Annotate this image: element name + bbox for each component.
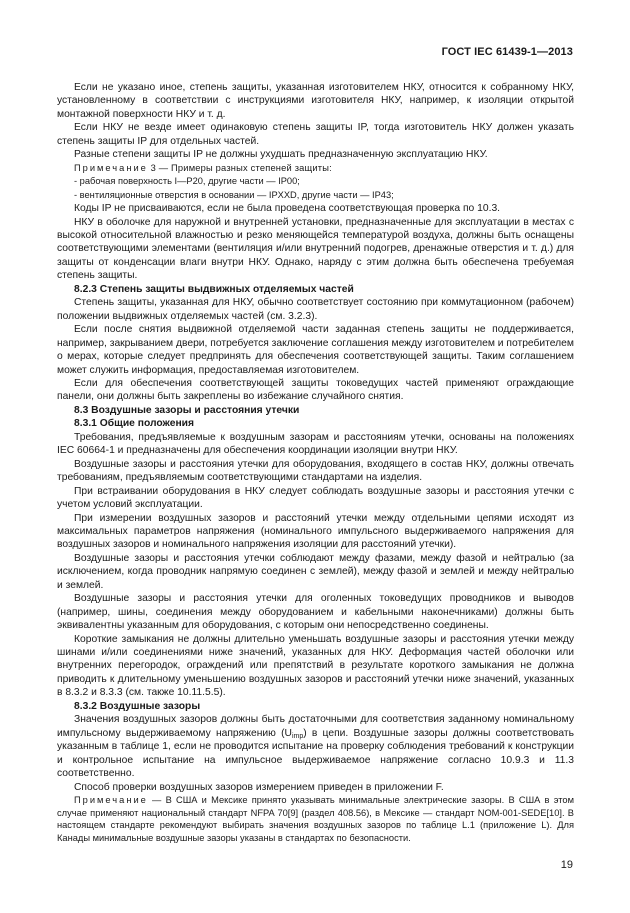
note-3-line: - вентиляционные отверстия в основании — IPXXD, другие части — IP43; [74, 189, 394, 200]
section-heading-8-3: 8.3 Воздушные зазоры и расстояния утечки [74, 404, 300, 416]
paragraph: НКУ в оболочке для наружной и внутренней установки, предназначенные для эксплуатации в местах с высокой относительной влажностью и резко меняющейся температурой воздуха, должны быть оснащены соответствующими элементами (вентиляция и/или внутренний подогрев, дренажные отверстия и т. д.) для защиты от конденсации влаги внутри НКУ. Однако, наряду с этим должна быть обеспечена требуемая степень защиты. [57, 216, 574, 282]
paragraph: Способ проверки воздушных зазоров измерением приведен в приложении F. [74, 781, 444, 793]
standard-header: ГОСТ IEC 61439-1—2013 [441, 46, 573, 58]
paragraph: При встраивании оборудования в НКУ следует соблюдать воздушные зазоры и расстояния утечки с учетом условий эксплуатации. [57, 485, 574, 511]
note-text: — В США и Мексике принято указывать минимальные электрические зазоры. В США в этом случае применяют национальный стандарт NFPA 70[9] (раздел 408.56), в Мексике — стандарт NOM-001-SEDE[10]. В настоящем стандарте рекомендуют выбирать значения воздушных зазоров по таблице L.1 (приложение L). Для Канады минимальные воздушные зазоры указаны в стандартах по безопасности. [57, 795, 574, 843]
paragraph: Если НКУ не везде имеет одинаковую степень защиты IP, тогда изготовитель НКУ должен указать степень защиты IP для отдельных частей. [57, 122, 574, 147]
note-3-text: 3 — Примеры разных степеней защиты: [150, 162, 332, 173]
note-3-line: - рабочая поверхность I—P20, другие части — IP00; [74, 176, 300, 187]
paragraph: Если не указано иное, степень защиты, указанная изготовителем НКУ, относится к собранному НКУ, установленному в соответствии с инструкциями изготовителя НКУ, например, к изоляции открытой монтажной поверхности НКУ и т. д. [57, 82, 574, 120]
page-number: 19 [560, 859, 573, 871]
paragraph: При измерении воздушных зазоров и расстояний утечки между отдельными цепями исходят из максимальных параметров напряжения (номинального импульсного выдерживаемого напряжения для воздушных зазоров и номинального напряжения изоляции для расстояний утечки). [57, 512, 574, 551]
paragraph: Воздушные зазоры и расстояния утечки для оголенных токоведущих проводников и выводов (например, шины, соединения между оборудованием и кабельными наконечниками) должны быть эквивалентны указанным для оборудования, с которым они непосредственно соединены. [57, 593, 574, 632]
paragraph: Требования, предъявляемые к воздушным зазорам и расстояниям утечки, основаны на положениях IEC 60664-1 и предназначены для обеспечения координации изоляции внутри НКУ. [57, 431, 574, 457]
note-label: Примечание [74, 795, 148, 806]
section-heading-8-3-1: 8.3.1 Общие положения [74, 418, 194, 430]
paragraph: Воздушные зазоры и расстояния утечки соблюдают между фазами, между фазой и нейтралью (за исключением, когда проводник напрямую соединен с землей), между фазой и землей и между нейтралью и землей. [57, 552, 574, 591]
section-heading-8-3-2: 8.3.2 Воздушные зазоры [74, 700, 201, 712]
note-3-heading [57, 162, 574, 175]
paragraph: Если после снятия выдвижной отделяемой части заданная степень защиты не поддерживается, например, закрыванием двери, потребуется заключение соглашения между изготовителем и потребителем о мерах, которые следует предпринять для обеспечения соответствующей защиты. Таким соглашением может служить информация, предоставляемая изготовителем. [57, 324, 574, 376]
subscript-imp: imp [291, 732, 304, 740]
paragraph: Степень защиты, указанная для НКУ, обычно соответствует состоянию при коммутационном (рабочем) положении выдвижных отделяемых частей (см. 3.2.3). [57, 297, 574, 322]
document-body [57, 81, 574, 844]
note-usa-mexico [57, 794, 574, 844]
paragraph: Разные степени защиты IP не должны ухудшать предназначенную эксплуатацию НКУ. [74, 149, 488, 161]
paragraph: Воздушные зазоры и расстояния утечки для оборудования, входящего в состав НКУ, должны отвечать требованиям, предъявляемым соответствующими стандартами на изделия. [57, 458, 574, 484]
note-label: Примечание [74, 162, 148, 173]
paragraph: Коды IP не присваиваются, если не была проведена соответствующая проверка по 10.3. [74, 203, 501, 215]
paragraph-part: ) в цепи. Воздушные зазоры должны соответствовать указанным в таблице 1, если не проводится испытание на проверку соблюдения требований к конструкции и контрольное испытание на импульсное выдерживаемое напряжение согласно 10.9.3 и 11.3 соответственно. [57, 727, 574, 780]
paragraph-uimp [57, 713, 574, 780]
paragraph: Если для обеспечения соответствующей защиты токоведущих частей применяют ограждающие панели, они должны быть закреплены во избежание случайного снятия. [57, 377, 574, 403]
paragraph: Короткие замыкания не должны длительно уменьшать воздушные зазоры и расстояния утечки между шинами и/или соединениями ниже значений, указанных для НКУ. Деформация частей оболочки или внутренних перегородок, ограждений или препятствий в результате короткого замыкания не должна приводить к длительному уменьшению воздушных зазоров и расстояний утечки ниже значений, указанных в 8.3.2 и 8.3.3 (см. также 10.11.5.5). [57, 633, 574, 699]
section-heading-8-2-3: 8.2.3 Степень защиты выдвижных отделяемых частей [74, 283, 354, 295]
paragraph-part: Значения воздушных зазоров должны быть достаточными для соответствия заданному номинальному импульсному выдерживаемому напряжению (U [57, 714, 574, 739]
